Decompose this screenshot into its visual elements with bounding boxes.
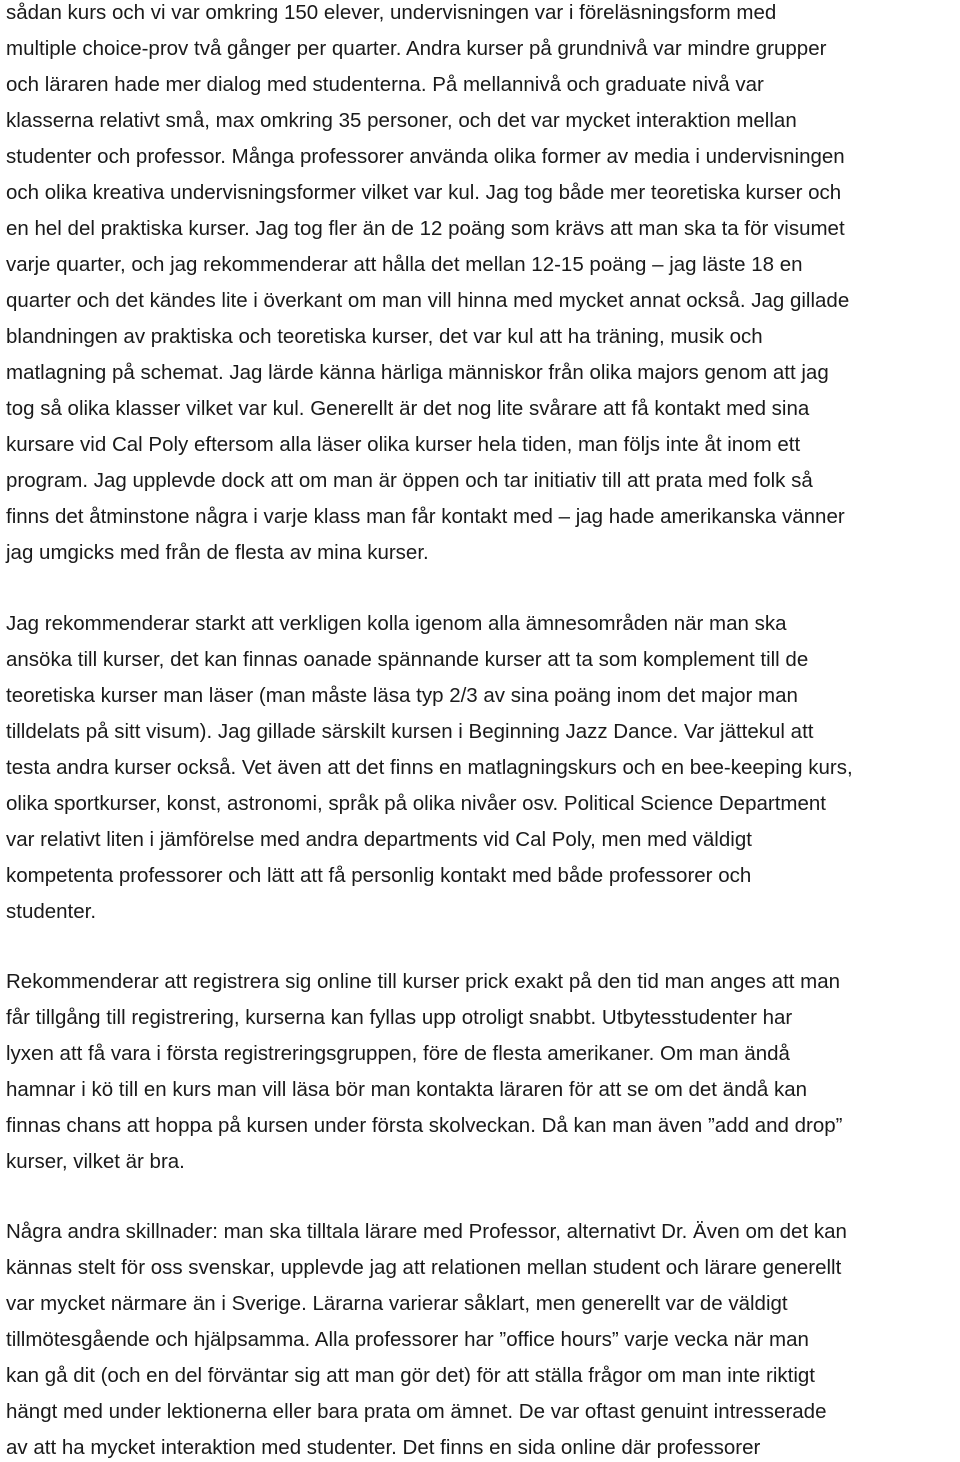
text-line: får tillgång till registrering, kurserna kan fyllas upp otroligt snabbt. Utbytesstudenter har bbox=[6, 1006, 793, 1029]
text-line: studenter. bbox=[6, 900, 97, 923]
text-line: hamnar i kö till en kurs man vill läsa bör man kontakta läraren för att se om det ändå kan bbox=[6, 1078, 808, 1101]
text-line: Rekommenderar att registrera sig online till kurser prick exakt på den tid man anges att man bbox=[6, 970, 841, 993]
text-line: program. Jag upplevde dock att om man är öppen och tar initiativ till att prata med folk så bbox=[6, 469, 813, 492]
text-line: finnas chans att hoppa på kursen under första skolveckan. Då kan man även ”add and drop” bbox=[6, 1114, 843, 1137]
text-line: tog så olika klasser vilket var kul. Generellt är det nog lite svårare att få kontakt med sina bbox=[6, 397, 810, 420]
text-line: var mycket närmare än i Sverige. Lärarna varierar såklart, men generellt var de väldigt bbox=[6, 1292, 788, 1315]
text-line: testa andra kurser också. Vet även att det finns en matlagningskurs och en bee-keeping kurs, bbox=[6, 756, 853, 779]
text-line: quarter och det kändes lite i överkant om man vill hinna med mycket annat också. Jag gillade bbox=[6, 289, 850, 312]
text-line: olika sportkurser, konst, astronomi, språk på olika nivåer osv. Political Science Department bbox=[6, 792, 826, 815]
text-line: och läraren hade mer dialog med studenterna. På mellannivå och graduate nivå var bbox=[6, 73, 764, 96]
text-line: matlagning på schemat. Jag lärde känna härliga människor från olika majors genom att jag bbox=[6, 361, 829, 384]
text-line: studenter och professor. Många professorer använda olika former av media i undervisningen bbox=[6, 145, 845, 168]
text-line: tillmötesgående och hjälpsamma. Alla professorer har ”office hours” varje vecka när man bbox=[6, 1328, 809, 1351]
text-line: hängt med under lektionerna eller bara prata om ämnet. De var oftast genuint intresserade bbox=[6, 1400, 827, 1423]
text-line: kännas stelt för oss svenskar, upplevde jag att relationen mellan student och lärare generellt bbox=[6, 1256, 842, 1279]
text-line: blandningen av praktiska och teoretiska kurser, det var kul att ha träning, musik och bbox=[6, 325, 763, 348]
text-line: varje quarter, och jag rekommenderar att hålla det mellan 12-15 poäng – jag läste 18 en bbox=[6, 253, 803, 276]
text-line: en hel del praktiska kurser. Jag tog fler än de 12 poäng som krävs att man ska ta för visumet bbox=[6, 217, 845, 240]
text-line: av att ha mycket interaktion med studenter. Det finns en sida online där professorer bbox=[6, 1436, 761, 1459]
text-line: multiple choice-prov två gånger per quarter. Andra kurser på grundnivå var mindre grupper bbox=[6, 37, 827, 60]
text-line: kan gå dit (och en del förväntar sig att man gör det) för att ställa frågor om man inte riktigt bbox=[6, 1364, 815, 1387]
text-line: klasserna relativt små, max omkring 35 personer, och det var mycket interaktion mellan bbox=[6, 109, 797, 132]
text-line: och olika kreativa undervisningsformer vilket var kul. Jag tog både mer teoretiska kurser och bbox=[6, 181, 842, 204]
text-line: Några andra skillnader: man ska tilltala lärare med Professor, alternativt Dr. Även om det kan bbox=[6, 1220, 847, 1243]
text-line: kompetenta professorer och lätt att få personlig kontakt med både professorer och bbox=[6, 864, 752, 887]
text-line: jag umgicks med från de flesta av mina kurser. bbox=[6, 541, 429, 564]
text-line: kurser, vilket är bra. bbox=[6, 1150, 185, 1173]
text-line: ansöka till kurser, det kan finnas oanade spännande kurser att ta som komplement till de bbox=[6, 648, 809, 671]
text-line: finns det åtminstone några i varje klass man får kontakt med – jag hade amerikanska vänner bbox=[6, 505, 845, 528]
text-line: var relativt liten i jämförelse med andra departments vid Cal Poly, men med väldigt bbox=[6, 828, 752, 851]
text-line: Jag rekommenderar starkt att verkligen kolla igenom alla ämnesområden när man ska bbox=[6, 612, 787, 635]
text-line: lyxen att få vara i första registreringsgruppen, före de flesta amerikaner. Om man ändå bbox=[6, 1042, 790, 1065]
text-line: kursare vid Cal Poly eftersom alla läser olika kurser hela tiden, man följs inte åt inom ett bbox=[6, 433, 801, 456]
text-line: teoretiska kurser man läser (man måste läsa typ 2/3 av sina poäng inom det major man bbox=[6, 684, 798, 707]
text-line: sådan kurs och vi var omkring 150 elever, undervisningen var i föreläsningsform med bbox=[6, 1, 777, 24]
text-line: tilldelats på sitt visum). Jag gillade särskilt kursen i Beginning Jazz Dance. Var jättekul att bbox=[6, 720, 814, 743]
